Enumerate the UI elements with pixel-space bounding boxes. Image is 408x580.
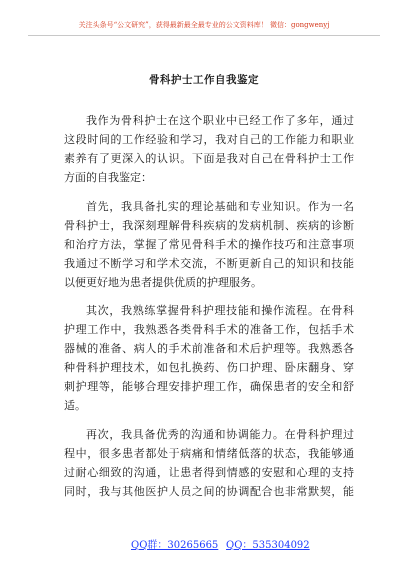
paragraph-line: 和治疗方法，掌握了常见骨科手术的操作技巧和注意事项: [64, 237, 354, 251]
header-divider: [28, 35, 380, 36]
paragraph-line: 素养有了更深入的认识。下面是我对自己在骨科护士工作: [64, 152, 354, 165]
paragraph-line: 再次，我具备优秀的沟通和协调能力。在骨科护理过: [86, 427, 354, 441]
paragraph-line: 首先，我具备扎实的理论基础和专业知识。作为一名: [86, 199, 354, 213]
paragraph-line: 方面的自我鉴定：: [64, 171, 152, 184]
paragraph-line: 器械的准备、病人的手术前准备和术后护理等。我熟悉各: [64, 342, 354, 355]
document-title: 骨科护士工作自我鉴定: [149, 74, 259, 86]
paragraph-line: 以便更好地为患者提供优质的护理服务。: [64, 275, 262, 289]
paragraph-line: 护理工作中，我熟悉各类骨科手术的准备工作，包括手术: [64, 323, 354, 336]
document-body: [64, 111, 354, 501]
paragraph-gap: [64, 187, 354, 197]
paragraph-line: 我通过不断学习和学术交流，不断更新自己的知识和技能: [64, 256, 354, 270]
paragraph-line: 其次，我熟练掌握骨科护理技能和操作流程。在骨科: [86, 304, 354, 317]
paragraph-line: 刺护理等，能够合理安排护理工作，确保患者的安全和舒: [64, 380, 354, 393]
qq-group-link[interactable]: QQ群：30265665: [131, 540, 219, 551]
paragraph-gap: [64, 292, 354, 302]
paragraph-line: 适。: [64, 399, 86, 412]
page-footer: [0, 536, 408, 550]
paragraph-line: 程中，很多患者都处于病痛和情绪低落的状态，我能够通: [64, 446, 354, 460]
paragraph-gap: [64, 415, 354, 425]
paragraph-line: 这段时间的工作经验和学习，我对自己的工作能力和职业: [64, 133, 354, 146]
qq-contact-link[interactable]: QQ：535304092: [226, 540, 310, 551]
page-header: 关注头条号“公文研究”，获得最新最全最专业的公文资料库！ 微信：gongwenyj: [78, 21, 330, 29]
paragraph-line: 同时，我与其他医护人员之间的协调配合也非常默契，能: [64, 484, 354, 498]
paragraph-line: 骨科护士，我深刻理解骨科疾病的发病机制、疾病的诊断: [64, 218, 354, 232]
paragraph-line: 我作为骨科护士在这个职业中已经工作了多年，通过: [86, 114, 354, 127]
paragraph-line: 种骨科护理技术，如包扎换药、伤口护理、卧床翻身、穿: [64, 361, 354, 374]
paragraph-line: 过耐心细致的沟通，让患者得到情感的安慰和心理的支持: [64, 465, 354, 479]
